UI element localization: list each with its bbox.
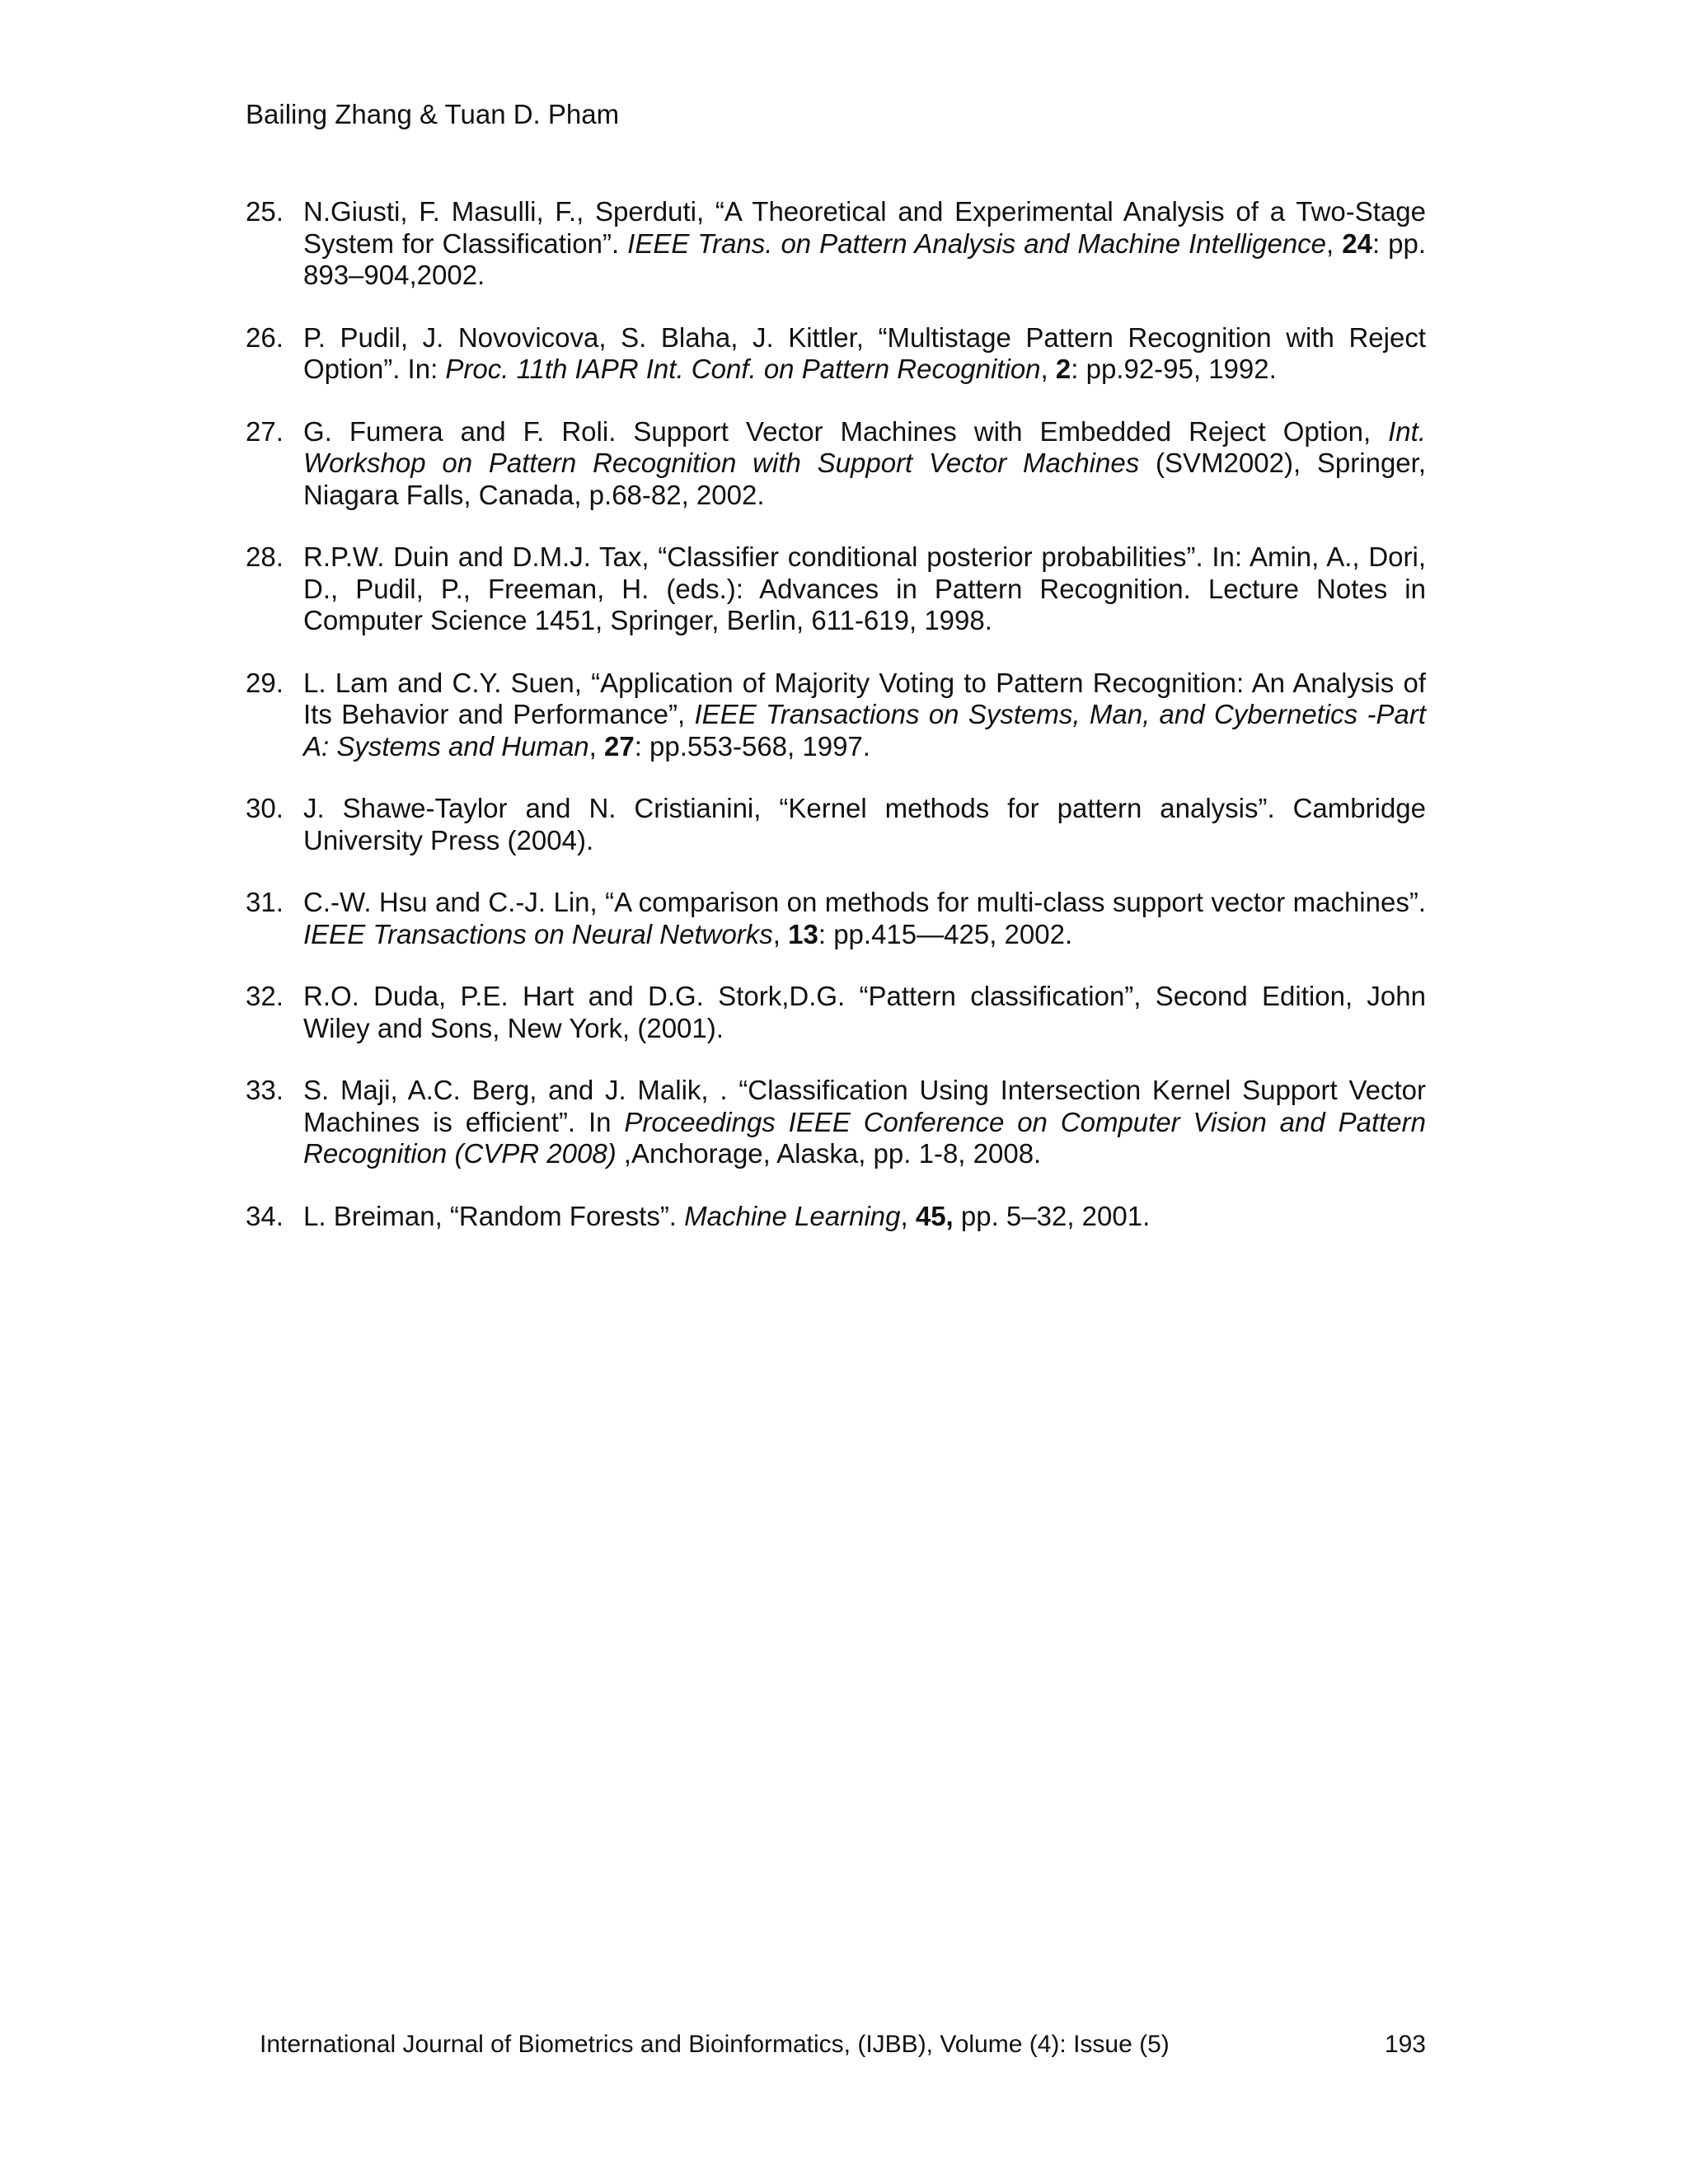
- reference-text: [303, 196, 1426, 292]
- reference-segment: L. Lam and C.Y. Suen, “Application of Majority Voting to Pattern Recognition: An Analysis of Its Behavior and Performance”,: [303, 667, 1426, 729]
- reference-volume: 2: [1055, 354, 1071, 384]
- reference-segment: ,: [588, 730, 604, 762]
- reference-text: [303, 793, 1426, 856]
- reference-text: [303, 668, 1426, 763]
- reference-number: 29.: [246, 667, 284, 698]
- reference-venue: Proceedings IEEE Conference on Computer Vision and Pattern Recognition (CVPR 2008): [303, 1106, 1426, 1169]
- reference-segment: G. Fumera and F. Roli. Support Vector Machines with Embedded Reject Option,: [303, 415, 1389, 447]
- reference-segment: : pp.92-95, 1992.: [1071, 354, 1277, 384]
- footer-journal-citation: International Journal of Biometrics and Bioinformatics, (IJBB), Volume (4): Issue (5): [260, 2031, 1170, 2058]
- reference-segment: : pp.553-568, 1997.: [634, 730, 870, 762]
- reference-text: [303, 981, 1426, 1044]
- reference-list: [246, 196, 1426, 1263]
- reference-item: [246, 196, 1426, 292]
- reference-item: [246, 981, 1426, 1044]
- reference-segment: ,Anchorage, Alaska, pp. 1-8, 2008.: [616, 1138, 1042, 1169]
- reference-segment: ,: [1040, 354, 1056, 384]
- reference-segment: P. Pudil, J. Novovicova, S. Blaha, J. Kittler, “Multistage Pattern Recognition with Reject Option”. In:: [303, 321, 1426, 384]
- reference-venue: Machine Learning: [684, 1200, 901, 1231]
- reference-number: 28.: [246, 541, 284, 572]
- reference-volume: 24: [1342, 227, 1372, 259]
- reference-segment: R.O. Duda, P.E. Hart and D.G. Stork,D.G. “Pattern classification”, Second Edition, John Wiley and Sons, New York, (2001).: [303, 981, 1426, 1043]
- reference-volume: 45,: [915, 1200, 954, 1231]
- reference-venue: Int. Workshop on Pattern Recognition with Support Vector Machines: [303, 415, 1426, 478]
- reference-text: [303, 1075, 1426, 1170]
- reference-number: 26.: [246, 321, 284, 353]
- reference-number: 27.: [246, 415, 284, 447]
- reference-venue: IEEE Trans. on Pattern Analysis and Machine Intelligence: [627, 227, 1327, 259]
- reference-item: [246, 887, 1426, 950]
- reference-text: [303, 1201, 1426, 1233]
- reference-segment: ,: [900, 1200, 916, 1231]
- reference-segment: J. Shawe-Taylor and N. Cristianini, “Kernel methods for pattern analysis”. Cambridge University Press (2004).: [303, 793, 1426, 855]
- reference-segment: ,: [772, 918, 789, 949]
- reference-text: [303, 541, 1426, 637]
- reference-venue: IEEE Transactions on Systems, Man, and Cybernetics -Part A: Systems and Human: [303, 699, 1427, 762]
- reference-item: [246, 1075, 1426, 1170]
- reference-segment: ,: [1326, 227, 1343, 259]
- page-number: 193: [1384, 2031, 1426, 2058]
- reference-segment: R.P.W. Duin and D.M.J. Tax, “Classifier conditional posterior probabilities”. In: Amin, A., Dori, D., Pudil, P., Freeman, H. (eds.): Advances in Pattern Recognition. Lecture Notes in Computer Science 1451, Springer, Berlin, 611-619, 1998.: [303, 541, 1426, 635]
- reference-number: 33.: [246, 1075, 284, 1105]
- reference-item: [246, 793, 1426, 856]
- reference-number: 32.: [246, 981, 284, 1011]
- reference-volume: 13: [788, 918, 818, 949]
- reference-item: [246, 322, 1426, 386]
- reference-item: [246, 541, 1426, 637]
- reference-text: [303, 887, 1426, 950]
- reference-item: [246, 416, 1426, 512]
- reference-segment: (SVM2002), Springer, Niagara Falls, Canada, p.68-82, 2002.: [303, 448, 1426, 510]
- reference-segment: L. Breiman, “Random Forests”.: [303, 1200, 685, 1231]
- reference-number: 25.: [246, 196, 284, 227]
- reference-segment: : pp. 893–904,2002.: [303, 227, 1427, 290]
- reference-item: [246, 1201, 1426, 1233]
- reference-segment: N.Giusti, F. Masulli, F., Sperduti, “A Theoretical and Experimental Analysis of a Two-Stage System for Classification”.: [303, 196, 1426, 259]
- reference-text: [303, 322, 1426, 386]
- reference-segment: S. Maji, A.C. Berg, and J. Malik, . “Classification Using Intersection Kernel Support Vector Machines is efficient”. In: [303, 1075, 1426, 1137]
- reference-number: 34.: [246, 1200, 284, 1231]
- reference-volume: 27: [604, 730, 635, 762]
- reference-venue: Proc. 11th IAPR Int. Conf. on Pattern Recognition: [445, 354, 1041, 384]
- reference-venue: IEEE Transactions on Neural Networks: [303, 918, 773, 949]
- running-header: Bailing Zhang & Tuan D. Pham: [246, 99, 620, 129]
- reference-segment: C.-W. Hsu and C.-J. Lin, “A comparison on methods for multi-class support vector machines”.: [303, 887, 1426, 917]
- reference-number: 31.: [246, 887, 284, 917]
- reference-segment: pp. 5–32, 2001.: [953, 1200, 1151, 1231]
- reference-segment: : pp.415—425, 2002.: [818, 918, 1073, 949]
- reference-item: [246, 668, 1426, 763]
- reference-number: 30.: [246, 793, 284, 823]
- reference-text: [303, 416, 1426, 512]
